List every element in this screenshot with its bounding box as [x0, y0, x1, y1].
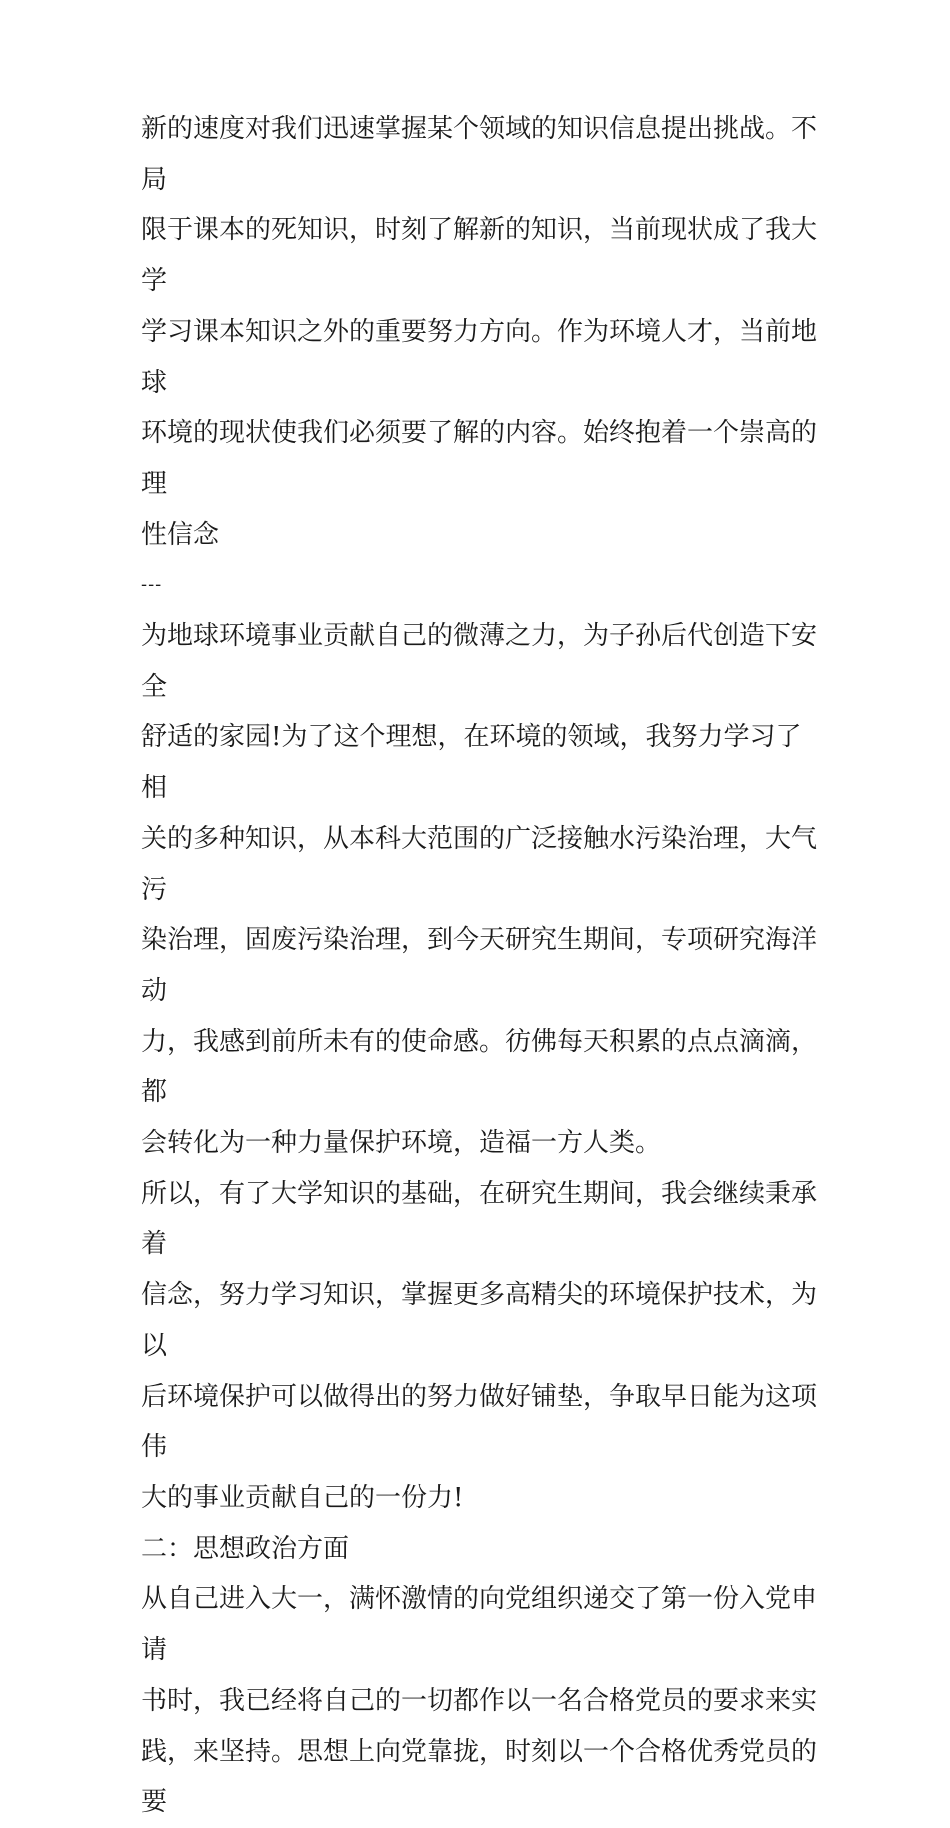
paragraph-party: 从自己进入大一，满怀激情的向党组织递交了第一份入党申请 书时，我已经将自己的一切都作以一名合格党员的要求来实 践，来坚持。思想上向党靠拢，时刻以一个合格优秀党员的要 [141, 1584, 818, 1818]
paragraph-intro: 新的速度对我们迅速掌握某个领域的知识信息提出挑战。不局 限于课本的死知识，时刻了解新的知识，当前现状成了我大学 学习课本知识之外的重要努力方向。作为环境人才，当前地球 环境的现状使我们必须要了解的内容。始终抱着一个崇高的理 性信念 [141, 114, 818, 550]
section-separator: --- [141, 574, 163, 596]
section-heading-politics: 二：思想政治方面 [141, 1533, 350, 1564]
document-body [141, 104, 821, 1828]
paragraph-ideal: 为地球环境事业贡献自己的微薄之力，为子孙后代创造下安全 舒适的家园!为了这个理想，在环境的领域，我努力学习了相 关的多种知识，从本科大范围的广泛接触水污染治理，大气污 染治理，固废污染治理，到今天研究生期间，专项研究海洋动 力，我感到前所未有的使命感。彷佛每天积累的点点滴滴，都 会转化为一种力量保护环境，造福一方人类。 [141, 621, 818, 1159]
paragraph-graduate-plan: 所以，有了大学知识的基础，在研究生期间，我会继续秉承着 信念，努力学习知识，掌握更多高精尖的环境保护技术，为以 后环境保护可以做得出的努力做好铺垫，争取早日能为这项伟 大的事业贡献自己的一份力! [141, 1178, 818, 1513]
